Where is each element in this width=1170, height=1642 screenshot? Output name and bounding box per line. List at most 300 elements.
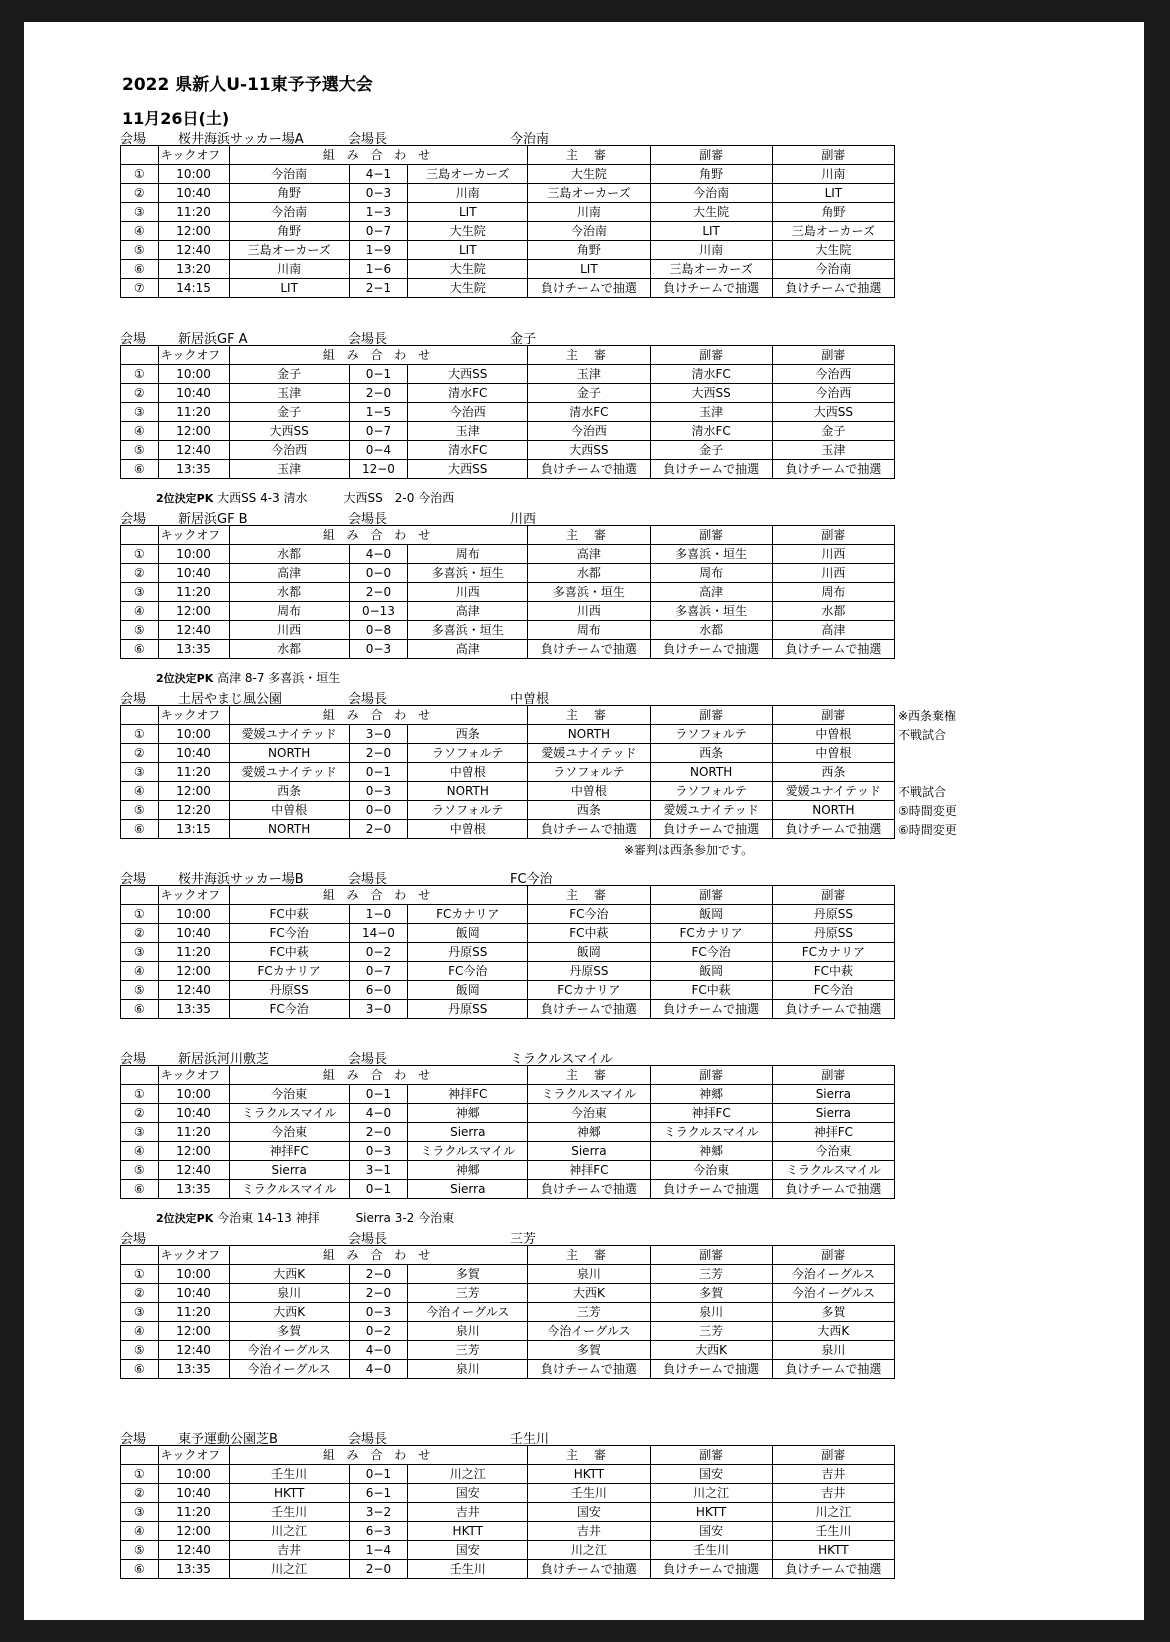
home-team: 今治イーグルス: [229, 1341, 349, 1360]
assistant-1: 高津: [650, 583, 772, 602]
score: 1−4: [349, 1541, 407, 1560]
header-referee: 主 審: [528, 346, 650, 365]
away-team: 飯岡: [408, 924, 528, 943]
referee: 吉井: [528, 1522, 650, 1541]
pk-text: 大西SS 4-3 清水 大西SS 2-0 今治西: [213, 491, 455, 505]
kickoff-time: 12:00: [158, 422, 229, 441]
table-header-row: [121, 886, 895, 905]
away-team: 国安: [408, 1484, 528, 1503]
assistant-1: 角野: [650, 165, 772, 184]
table-header-row: [121, 346, 895, 365]
match-number: ①: [121, 1265, 159, 1284]
referee: 玉津: [528, 365, 650, 384]
score: 0−3: [349, 184, 407, 203]
kickoff-time: 11:20: [158, 943, 229, 962]
table-row: [121, 1360, 895, 1379]
venue-label: 会場: [120, 692, 147, 707]
assistant-2: 今治南: [772, 260, 894, 279]
manager-label: 会場長: [348, 692, 388, 707]
assistant-2: 丹原SS: [772, 924, 894, 943]
assistant-1: 西条: [650, 744, 772, 763]
header-matchup: 組 み 合 わ せ: [229, 146, 528, 165]
referee: 壬生川: [528, 1484, 650, 1503]
away-team: ラソフォルテ: [408, 744, 528, 763]
assistant-2: FCカナリア: [772, 943, 894, 962]
assistant-2: 神拝FC: [772, 1123, 894, 1142]
away-team: FC今治: [408, 962, 528, 981]
home-team: 愛媛ユナイテッド: [229, 725, 349, 744]
score: 1−3: [349, 203, 407, 222]
table-row: [121, 422, 895, 441]
score: 4−0: [349, 1360, 407, 1379]
score: 1−5: [349, 403, 407, 422]
match-number: ⑤: [121, 801, 159, 820]
home-team: 今治西: [229, 441, 349, 460]
document-page: [24, 22, 1144, 1620]
kickoff-time: 11:20: [158, 1123, 229, 1142]
assistant-2: 壬生川: [772, 1522, 894, 1541]
table-row: [121, 1341, 895, 1360]
assistant-2: 今治東: [772, 1142, 894, 1161]
table-row: [121, 203, 895, 222]
score: 6−3: [349, 1522, 407, 1541]
home-team: 川南: [229, 260, 349, 279]
home-team: FC今治: [229, 1000, 349, 1019]
referee-footnote: ※審判は西条参加です。: [624, 843, 754, 857]
header-assistant-1: 副審: [650, 146, 772, 165]
assistant-2: 今治イーグルス: [772, 1265, 894, 1284]
match-number: ②: [121, 924, 159, 943]
manager-name: 金子: [510, 332, 537, 347]
score: 0−13: [349, 602, 407, 621]
header-blank: [121, 886, 159, 905]
manager-label: 会場長: [348, 132, 388, 147]
assistant-1: 国安: [650, 1522, 772, 1541]
away-team: 高津: [408, 640, 528, 659]
table-row: [121, 165, 895, 184]
score: 0−0: [349, 801, 407, 820]
match-number: ③: [121, 943, 159, 962]
kickoff-time: 12:00: [158, 602, 229, 621]
assistant-1: FC今治: [650, 943, 772, 962]
home-team: 角野: [229, 184, 349, 203]
referee: 周布: [528, 621, 650, 640]
venue-name: 東予運動公園芝B: [178, 1432, 278, 1447]
header-assistant-1: 副審: [650, 1446, 772, 1465]
assistant-1: 金子: [650, 441, 772, 460]
venue-name: 新居浜GF B: [178, 512, 248, 527]
match-number: ⑤: [121, 1541, 159, 1560]
manager-name: 川西: [510, 512, 537, 527]
away-team: 多賀: [408, 1265, 528, 1284]
home-team: 金子: [229, 403, 349, 422]
away-team: 清水FC: [408, 384, 528, 403]
venue-label: 会場: [120, 1232, 147, 1247]
assistant-2: ミラクルスマイル: [772, 1161, 894, 1180]
away-team: 川西: [408, 583, 528, 602]
score: 0−7: [349, 962, 407, 981]
away-team: 大生院: [408, 222, 528, 241]
referee: 高津: [528, 545, 650, 564]
away-team: Sierra: [408, 1180, 528, 1199]
assistant-1: 負けチームで抽選: [650, 1180, 772, 1199]
assistant-2: 川南: [772, 165, 894, 184]
referee: ミラクルスマイル: [528, 1085, 650, 1104]
away-team: 今治西: [408, 403, 528, 422]
assistant-2: 川之江: [772, 1503, 894, 1522]
kickoff-time: 10:00: [158, 1085, 229, 1104]
away-team: 泉川: [408, 1322, 528, 1341]
match-number: ⑥: [121, 640, 159, 659]
home-team: 今治南: [229, 165, 349, 184]
assistant-1: 今治南: [650, 184, 772, 203]
table-header-row: [121, 146, 895, 165]
kickoff-time: 10:40: [158, 1484, 229, 1503]
venue-label: 会場: [120, 872, 147, 887]
assistant-2: 今治イーグルス: [772, 1284, 894, 1303]
match-number: ②: [121, 1284, 159, 1303]
home-team: 今治東: [229, 1085, 349, 1104]
kickoff-time: 10:40: [158, 564, 229, 583]
kickoff-time: 12:00: [158, 222, 229, 241]
score: 4−0: [349, 1104, 407, 1123]
score: 0−1: [349, 763, 407, 782]
pk-result: [156, 669, 340, 686]
referee: FC今治: [528, 905, 650, 924]
referee: 中曽根: [528, 782, 650, 801]
side-note: 不戦試合: [898, 728, 947, 742]
kickoff-time: 10:00: [158, 1265, 229, 1284]
assistant-2: 負けチームで抽選: [772, 820, 894, 839]
assistant-2: 今治西: [772, 384, 894, 403]
header-assistant-1: 副審: [650, 886, 772, 905]
referee: 丹原SS: [528, 962, 650, 981]
match-number: ⑤: [121, 241, 159, 260]
assistant-2: 周布: [772, 583, 894, 602]
score: 0−4: [349, 441, 407, 460]
referee: 国安: [528, 1503, 650, 1522]
kickoff-time: 10:40: [158, 1104, 229, 1123]
pk-label: 2位決定PK: [156, 492, 214, 505]
assistant-1: 飯岡: [650, 962, 772, 981]
header-kickoff: キックオフ: [158, 1246, 229, 1265]
assistant-1: 玉津: [650, 403, 772, 422]
home-team: FC中萩: [229, 905, 349, 924]
match-number: ①: [121, 365, 159, 384]
home-team: 玉津: [229, 384, 349, 403]
assistant-1: 壬生川: [650, 1541, 772, 1560]
kickoff-time: 13:35: [158, 640, 229, 659]
home-team: 水都: [229, 640, 349, 659]
score: 0−7: [349, 422, 407, 441]
home-team: 愛媛ユナイテッド: [229, 763, 349, 782]
table-row: [121, 1104, 895, 1123]
away-team: 三芳: [408, 1341, 528, 1360]
away-team: 中曽根: [408, 820, 528, 839]
table-header-row: [121, 1446, 895, 1465]
assistant-2: Sierra: [772, 1085, 894, 1104]
assistant-2: 川西: [772, 564, 894, 583]
away-team: FCカナリア: [408, 905, 528, 924]
home-team: 今治東: [229, 1123, 349, 1142]
score: 0−3: [349, 782, 407, 801]
referee: 川之江: [528, 1541, 650, 1560]
match-number: ①: [121, 1085, 159, 1104]
match-number: ②: [121, 184, 159, 203]
assistant-1: 多賀: [650, 1284, 772, 1303]
table-row: [121, 222, 895, 241]
away-team: 多喜浜・垣生: [408, 621, 528, 640]
referee: 水都: [528, 564, 650, 583]
assistant-1: 清水FC: [650, 422, 772, 441]
header-assistant-2: 副審: [772, 1246, 894, 1265]
referee: 神郷: [528, 1123, 650, 1142]
table-row: [121, 583, 895, 602]
assistant-2: FC今治: [772, 981, 894, 1000]
header-kickoff: キックオフ: [158, 526, 229, 545]
header-assistant-2: 副審: [772, 706, 894, 725]
assistant-2: 西条: [772, 763, 894, 782]
header-referee: 主 審: [528, 1446, 650, 1465]
away-team: 大西SS: [408, 365, 528, 384]
assistant-1: 負けチームで抽選: [650, 279, 772, 298]
match-number: ①: [121, 725, 159, 744]
table-row: [121, 1322, 895, 1341]
away-team: 多喜浜・垣生: [408, 564, 528, 583]
assistant-2: 三島オーカーズ: [772, 222, 894, 241]
manager-name: 今治南: [510, 132, 550, 147]
assistant-1: 大生院: [650, 203, 772, 222]
home-team: 高津: [229, 564, 349, 583]
kickoff-time: 12:20: [158, 801, 229, 820]
assistant-1: 三芳: [650, 1322, 772, 1341]
referee: 今治東: [528, 1104, 650, 1123]
table-row: [121, 962, 895, 981]
kickoff-time: 12:40: [158, 1341, 229, 1360]
pk-text: 今治東 14-13 神拝 Sierra 3-2 今治東: [213, 1211, 455, 1225]
kickoff-time: 13:35: [158, 1180, 229, 1199]
header-matchup: 組 み 合 わ せ: [229, 886, 528, 905]
assistant-2: 中曽根: [772, 744, 894, 763]
pk-result: [156, 489, 454, 506]
match-number: ④: [121, 222, 159, 241]
match-number: ⑥: [121, 1560, 159, 1579]
referee: 西条: [528, 801, 650, 820]
away-team: ミラクルスマイル: [408, 1142, 528, 1161]
header-assistant-2: 副審: [772, 1446, 894, 1465]
match-number: ④: [121, 962, 159, 981]
venue-name: 桜井海浜サッカー場B: [178, 872, 304, 887]
assistant-1: ラソフォルテ: [650, 725, 772, 744]
referee: 角野: [528, 241, 650, 260]
side-note: ⑤時間変更: [898, 804, 957, 818]
home-team: 水都: [229, 583, 349, 602]
referee: 大生院: [528, 165, 650, 184]
table-row: [121, 1522, 895, 1541]
away-team: 川之江: [408, 1465, 528, 1484]
score: 1−6: [349, 260, 407, 279]
away-team: 大西SS: [408, 460, 528, 479]
assistant-2: 大西K: [772, 1322, 894, 1341]
table-row: [121, 744, 895, 763]
away-team: 大生院: [408, 260, 528, 279]
assistant-2: 金子: [772, 422, 894, 441]
assistant-2: 負けチームで抽選: [772, 1000, 894, 1019]
header-assistant-1: 副審: [650, 706, 772, 725]
pk-result: [156, 1209, 454, 1226]
header-blank: [121, 526, 159, 545]
header-blank: [121, 1066, 159, 1085]
manager-name: 三芳: [510, 1232, 537, 1247]
assistant-1: 負けチームで抽選: [650, 640, 772, 659]
venue-label: 会場: [120, 132, 147, 147]
header-matchup: 組 み 合 わ せ: [229, 526, 528, 545]
kickoff-time: 12:40: [158, 1161, 229, 1180]
kickoff-time: 10:00: [158, 545, 229, 564]
kickoff-time: 13:20: [158, 260, 229, 279]
assistant-2: 今治西: [772, 365, 894, 384]
header-kickoff: キックオフ: [158, 1446, 229, 1465]
referee: 大西K: [528, 1284, 650, 1303]
match-number: ②: [121, 564, 159, 583]
assistant-2: 吉井: [772, 1484, 894, 1503]
manager-name: 中曽根: [510, 692, 550, 707]
manager-name: 壬生川: [510, 1432, 550, 1447]
table-row: [121, 981, 895, 1000]
match-number: ①: [121, 905, 159, 924]
header-assistant-1: 副審: [650, 1246, 772, 1265]
score: 3−1: [349, 1161, 407, 1180]
schedule-table: [120, 1245, 895, 1379]
header-assistant-2: 副審: [772, 526, 894, 545]
match-number: ⑤: [121, 1341, 159, 1360]
document-title: 2022 県新人U-11東予予選大会: [122, 75, 373, 95]
assistant-2: 丹原SS: [772, 905, 894, 924]
table-row: [121, 905, 895, 924]
assistant-2: 玉津: [772, 441, 894, 460]
kickoff-time: 11:20: [158, 403, 229, 422]
side-note: ⑥時間変更: [898, 823, 957, 837]
score: 0−1: [349, 1085, 407, 1104]
away-team: 中曽根: [408, 763, 528, 782]
table-row: [121, 924, 895, 943]
score: 3−0: [349, 725, 407, 744]
assistant-2: 中曽根: [772, 725, 894, 744]
table-row: [121, 279, 895, 298]
header-matchup: 組 み 合 わ せ: [229, 1446, 528, 1465]
table-row: [121, 602, 895, 621]
header-kickoff: キックオフ: [158, 1066, 229, 1085]
assistant-2: 大生院: [772, 241, 894, 260]
referee: 神拝FC: [528, 1161, 650, 1180]
table-row: [121, 820, 895, 839]
score: 2−0: [349, 820, 407, 839]
header-kickoff: キックオフ: [158, 706, 229, 725]
match-number: ②: [121, 384, 159, 403]
venue-name: 土居やまじ風公園: [178, 692, 283, 707]
score: 2−1: [349, 279, 407, 298]
home-team: 神拝FC: [229, 1142, 349, 1161]
referee: 愛媛ユナイテッド: [528, 744, 650, 763]
referee: 三島オーカーズ: [528, 184, 650, 203]
score: 4−1: [349, 165, 407, 184]
match-number: ③: [121, 1303, 159, 1322]
away-team: 壬生川: [408, 1560, 528, 1579]
pk-text: 高津 8-7 多喜浜・垣生: [213, 671, 341, 685]
table-row: [121, 1085, 895, 1104]
header-referee: 主 審: [528, 886, 650, 905]
manager-name: ミラクルスマイル: [510, 1052, 613, 1067]
match-number: ⑤: [121, 981, 159, 1000]
assistant-1: FCカナリア: [650, 924, 772, 943]
home-team: HKTT: [229, 1484, 349, 1503]
kickoff-time: 12:00: [158, 962, 229, 981]
schedule-table: [120, 145, 895, 298]
score: 1−9: [349, 241, 407, 260]
home-team: Sierra: [229, 1161, 349, 1180]
away-team: LIT: [408, 241, 528, 260]
table-row: [121, 640, 895, 659]
score: 0−3: [349, 1303, 407, 1322]
home-team: 川之江: [229, 1560, 349, 1579]
kickoff-time: 11:20: [158, 583, 229, 602]
referee: 今治西: [528, 422, 650, 441]
assistant-1: 周布: [650, 564, 772, 583]
match-number: ⑥: [121, 460, 159, 479]
assistant-2: 負けチームで抽選: [772, 460, 894, 479]
match-number: ④: [121, 602, 159, 621]
home-team: 今治イーグルス: [229, 1360, 349, 1379]
home-team: ミラクルスマイル: [229, 1180, 349, 1199]
assistant-1: 神郷: [650, 1085, 772, 1104]
score: 0−2: [349, 1322, 407, 1341]
kickoff-time: 13:35: [158, 460, 229, 479]
kickoff-time: 11:20: [158, 1303, 229, 1322]
table-header-row: [121, 706, 895, 725]
match-number: ③: [121, 1123, 159, 1142]
match-number: ②: [121, 1104, 159, 1123]
table-row: [121, 241, 895, 260]
table-row: [121, 260, 895, 279]
table-row: [121, 460, 895, 479]
home-team: 丹原SS: [229, 981, 349, 1000]
assistant-2: 川西: [772, 545, 894, 564]
kickoff-time: 10:00: [158, 725, 229, 744]
home-team: 水都: [229, 545, 349, 564]
away-team: Sierra: [408, 1123, 528, 1142]
kickoff-time: 10:00: [158, 905, 229, 924]
header-referee: 主 審: [528, 706, 650, 725]
kickoff-time: 13:35: [158, 1000, 229, 1019]
kickoff-time: 11:20: [158, 1503, 229, 1522]
table-header-row: [121, 526, 895, 545]
header-referee: 主 審: [528, 526, 650, 545]
header-matchup: 組 み 合 わ せ: [229, 1246, 528, 1265]
schedule-table: [120, 1065, 895, 1199]
home-team: FC今治: [229, 924, 349, 943]
assistant-1: 三島オーカーズ: [650, 260, 772, 279]
home-team: 角野: [229, 222, 349, 241]
home-team: 周布: [229, 602, 349, 621]
assistant-1: 負けチームで抽選: [650, 1000, 772, 1019]
header-assistant-2: 副審: [772, 1066, 894, 1085]
score: 0−1: [349, 365, 407, 384]
score: 0−1: [349, 1465, 407, 1484]
away-team: 今治イーグルス: [408, 1303, 528, 1322]
header-assistant-2: 副審: [772, 886, 894, 905]
header-assistant-1: 副審: [650, 1066, 772, 1085]
assistant-1: NORTH: [650, 763, 772, 782]
